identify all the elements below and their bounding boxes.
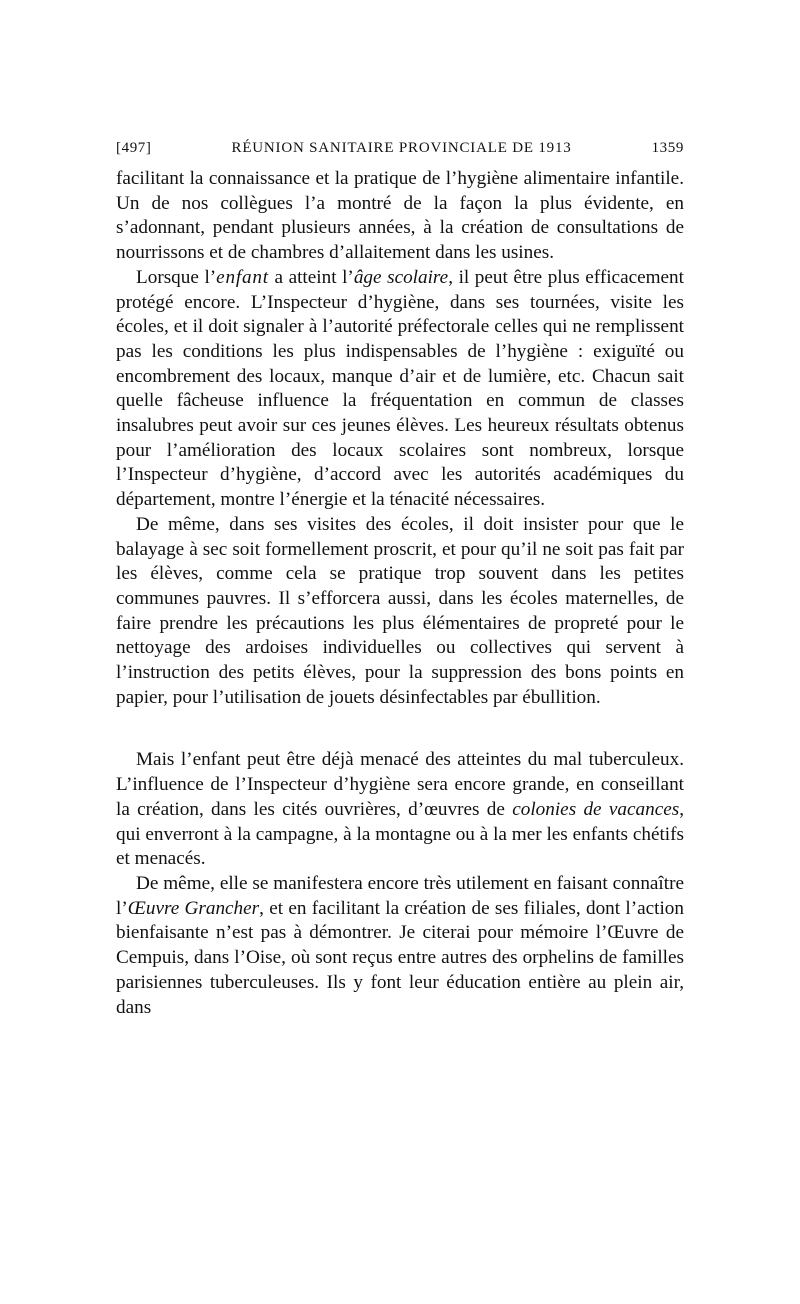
emphasis-age-scolaire: âge scolaire	[353, 266, 449, 288]
paragraph-text: , qui enverront à la campagne, à la montagne ou à la mer les enfants chétifs et menacés.	[116, 798, 684, 870]
paragraph-text: , il peut être plus efficacement protégé encore. L’Inspecteur d’hygiène, dans ses tournées, visite les écoles, et il doit signaler à l’autorité préfectorale celles qui ne remplissent pas les conditions les plus indispensables de l’hygiène : exiguïté ou encombrement des locaux, manque d’air et de lumière, etc. Chacun sait quelle fâcheuse influence la fréquentation en commun de classes insalubres peut avoir sur ces jeunes élèves. Les heureux résultats obtenus pour l’amélioration des locaux scolaires sont nombreux, lorsque l’Inspecteur d’hygiène, d’accord avec les autorités académiques du département, montre l’énergie et la ténacité nécessaires.	[116, 266, 684, 511]
emphasis-colonies-de-vacances: colonies de vacances	[512, 798, 680, 820]
body-text	[116, 167, 684, 1020]
paragraph-text: Lorsque l’	[136, 266, 217, 288]
page-number: 1359	[651, 140, 684, 156]
paragraph-age-scolaire	[116, 266, 684, 513]
paragraph-oeuvre-grancher	[116, 872, 684, 1020]
page-reference: [497]	[116, 140, 152, 156]
paragraph-balayage	[116, 513, 684, 711]
paragraph-text: facilitant la connaissance et la pratique de l’hygiène alimentaire infantile. Un de nos collègues l’a montré de la façon la plus évidente, en s’adonnant, pendant plusieurs années, à la création de consultations de nourrissons et de chambres d’allaitement dans les usines.	[116, 168, 684, 264]
paragraph-text: De même, elle se manifestera encore très utilement en faisant connaître l’	[116, 872, 684, 919]
running-header	[116, 140, 684, 157]
paragraph-text: Mais l’enfant peut être déjà menacé des atteintes du mal tuberculeux. L’influence de l’Inspecteur d’hygiène sera encore grande, en conseillant la création, dans les cités ouvrières, d’œuvres de	[116, 749, 684, 820]
paragraph-tuberculose	[116, 748, 684, 872]
section-break	[116, 710, 684, 748]
paragraph-text: De même, dans ses visites des écoles, il doit insister pour que le balayage à sec soit formellement proscrit, et pour qu’il ne soit pas fait par les élèves, comme cela se pratique trop souvent dans les petites communes pauvres. Il s’efforcera aussi, dans les écoles maternelles, de faire prendre les précautions les plus élémentaires de propreté pour le nettoyage des ardoises individuelles ou collectives qui servent à l’instruction des petits élèves, pour la suppression des bons points en papier, pour l’utilisation de jouets désinfectables par ébullition.	[116, 513, 684, 708]
paragraph-text: , et en facilitant la création de ses filiales, dont l’action bienfaisante n’est pas à démontrer. Je citerai pour mémoire l’Œuvre de Cempuis, dans l’Oise, où sont reçus entre autres des orphelins de familles parisiennes tuberculeuses. Ils y font leur éducation entière au plein air, dans	[116, 897, 684, 1018]
paragraph-hygiene-infantile	[116, 167, 684, 266]
paragraph-text: a atteint l’	[268, 266, 354, 288]
running-title: RÉUNION SANITAIRE PROVINCIALE DE 1913	[231, 140, 572, 156]
emphasis-enfant: enfant	[216, 266, 269, 288]
document-page	[116, 140, 684, 1020]
emphasis-oeuvre-grancher: Œuvre Grancher	[127, 897, 260, 919]
